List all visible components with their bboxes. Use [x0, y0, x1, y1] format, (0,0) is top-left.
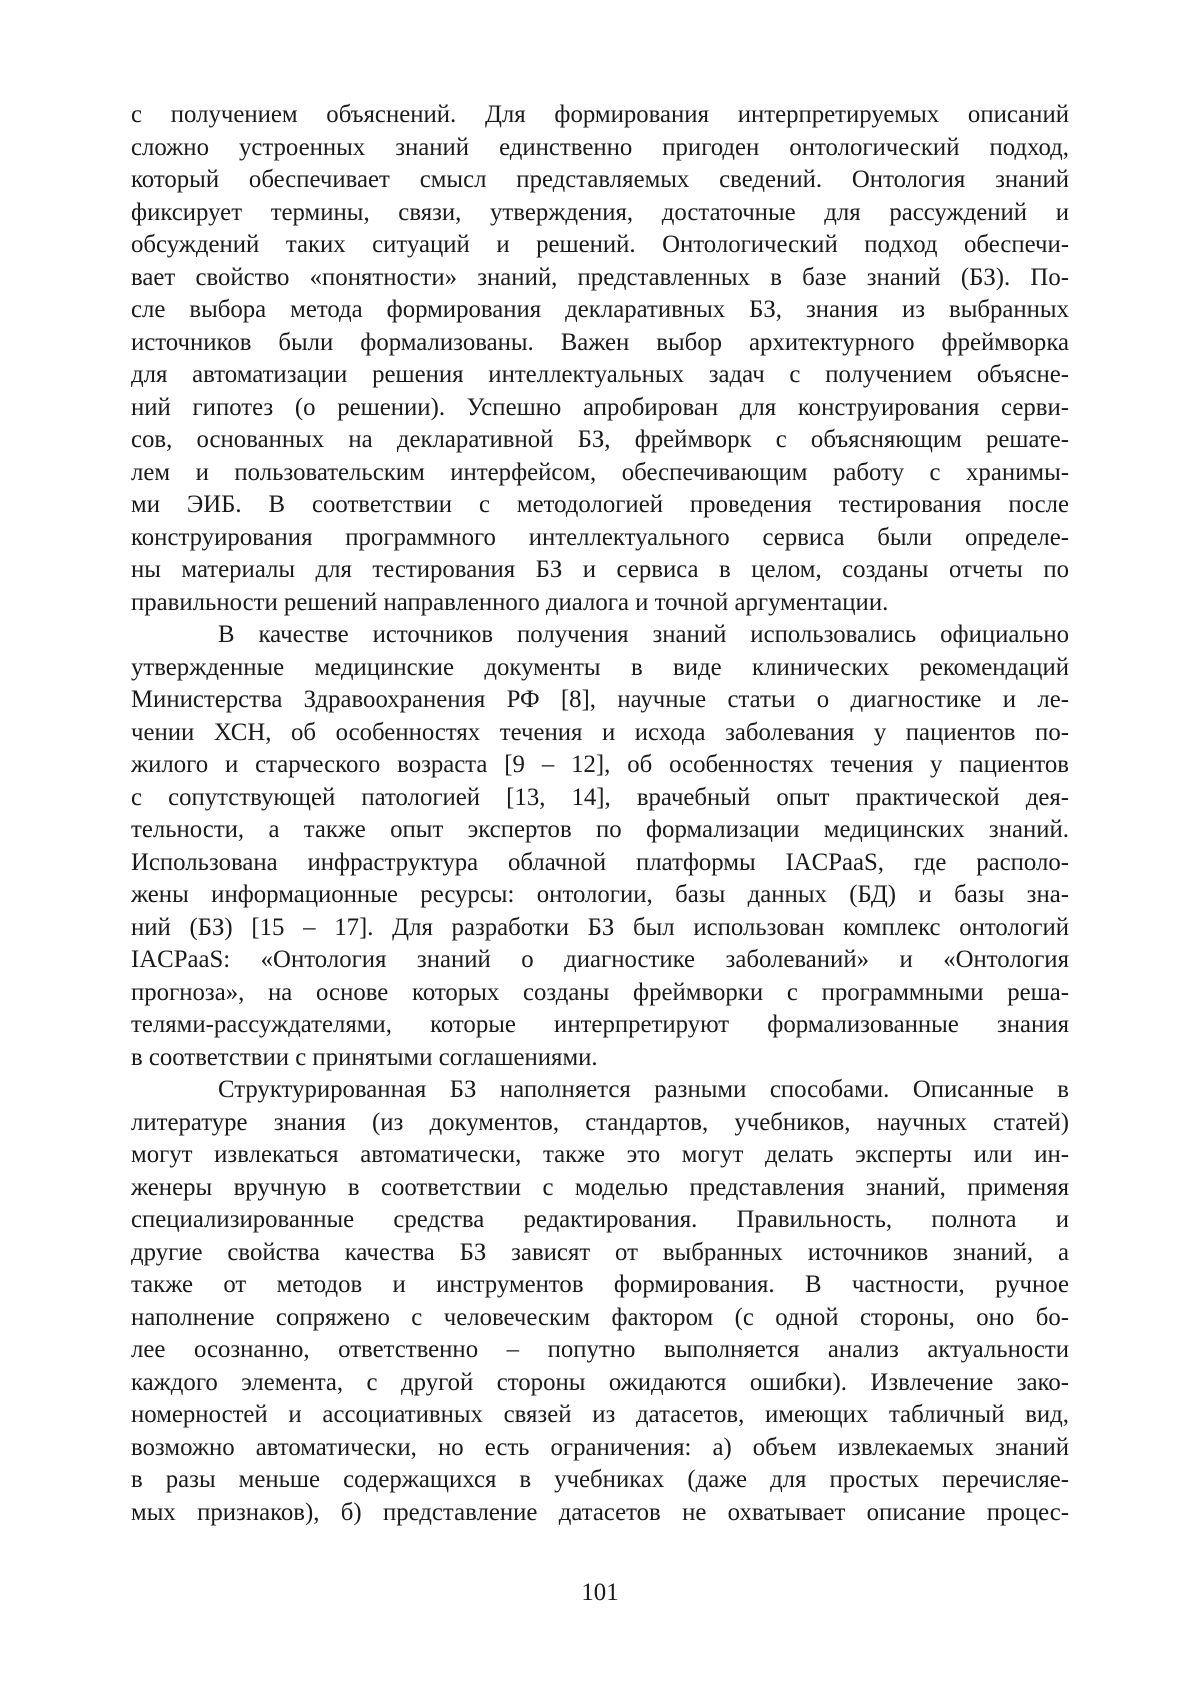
text-line: Министерства Здравоохранения РФ [8], научные статьи о диагностике и ле-: [131, 686, 1069, 713]
text-line: сле выбора метода формирования декларативных БЗ, знания из выбранных: [131, 296, 1069, 323]
text-line: с сопутствующей патологией [13, 14], врачебный опыт практической дея-: [131, 783, 1069, 811]
text-line: утвержденные медицинские документы в виде клинических рекомендаций: [131, 653, 1069, 681]
text-line: жилого и старческого возраста [9 – 12], об особенностях течения у пациентов: [131, 751, 1069, 778]
text-line: номерностей и ассоциативных связей из датасетов, имеющих табличный вид,: [131, 1401, 1069, 1428]
text-line: телями-рассуждателями, которые интерпретируют формализованные знания: [131, 1011, 1069, 1038]
text-line: В качестве источников получения знаний использовались официально: [218, 621, 1069, 648]
text-line: правильности решений направленного диалога и точной аргументации.: [131, 588, 889, 616]
page-number: 101: [581, 1579, 619, 1606]
text-line: лее осознанно, ответственно – попутно выполняется анализ актуальности: [131, 1336, 1069, 1363]
text-line: вает свойство «понятности» знаний, представленных в базе знаний (БЗ). По-: [131, 263, 1069, 291]
text-line: ний (БЗ) [15 – 17]. Для разработки БЗ был использован комплекс онтологий: [131, 913, 1069, 941]
text-line: сложно устроенных знаний единственно пригоден онтологический подход,: [131, 133, 1069, 161]
paragraph: [131, 99, 1069, 619]
text-line: в соответствии с принятыми соглашениями.: [131, 1043, 598, 1071]
text-line: каждого элемента, с другой стороны ожидаются ошибки). Извлечение зако-: [131, 1368, 1069, 1396]
text-line: конструирования программного интеллектуального сервиса были определе-: [131, 523, 1069, 551]
text-line: который обеспечивает смысл представляемых сведений. Онтология знаний: [131, 166, 1069, 193]
text-line: сов, основанных на декларативной БЗ, фреймворк с объясняющим решате-: [131, 426, 1069, 453]
text-line: также от методов и инструментов формирования. В частности, ручное: [131, 1271, 1069, 1298]
text-line: источников были формализованы. Важен выбор архитектурного фреймворка: [131, 328, 1069, 356]
text-line: тельности, а также опыт экспертов по формализации медицинских знаний.: [131, 816, 1069, 843]
text-line: обсуждений таких ситуаций и решений. Онтологический подход обеспечи-: [131, 231, 1069, 258]
text-line: Структурированная БЗ наполняется разными способами. Описанные в: [218, 1076, 1069, 1103]
text-line: IACPaaS: «Онтология знаний о диагностике заболеваний» и «Онтология: [131, 946, 1069, 973]
paragraph: [131, 619, 1069, 1074]
text-line: мых признаков), б) представление датасетов не охватывает описание процес-: [131, 1498, 1069, 1526]
text-line: с получением объяснений. Для формирования интерпретируемых описаний: [131, 101, 1069, 128]
text-line: женеры вручную в соответствии с моделью представления знаний, применяя: [131, 1173, 1069, 1201]
text-line: чении ХСН, об особенностях течения и исхода заболевания у пациентов по-: [131, 718, 1069, 746]
text-line: наполнение сопряжено с человеческим фактором (с одной стороны, оно бо-: [131, 1303, 1069, 1331]
text-line: Использована инфраструктура облачной платформы IACPaaS, где располо-: [131, 848, 1069, 876]
text-line: жены информационные ресурсы: онтологии, базы данных (БД) и базы зна-: [131, 881, 1069, 908]
text-line: могут извлекаться автоматически, также это могут делать эксперты или ин-: [131, 1141, 1069, 1168]
text-line: специализированные средства редактирования. Правильность, полнота и: [131, 1206, 1069, 1233]
paragraph: [131, 1074, 1069, 1529]
text-line: лем и пользовательским интерфейсом, обеспечивающим работу с хранимы-: [131, 458, 1069, 486]
text-line: другие свойства качества БЗ зависят от выбранных источников знаний, а: [131, 1238, 1069, 1266]
text-line: ны материалы для тестирования БЗ и сервиса в целом, созданы отчеты по: [131, 556, 1069, 583]
text-line: ми ЭИБ. В соответствии с методологией проведения тестирования после: [131, 491, 1069, 518]
text-line: возможно автоматически, но есть ограничения: а) объем извлекаемых знаний: [131, 1433, 1069, 1461]
text-line: прогноза», на основе которых созданы фреймворки с программными реша-: [131, 978, 1069, 1006]
body-text: [131, 99, 1069, 1529]
text-line: ний гипотез (о решении). Успешно апробирован для конструирования серви-: [131, 393, 1069, 421]
text-line: для автоматизации решения интеллектуальных задач с получением объясне-: [131, 361, 1069, 388]
text-line: в разы меньше содержащихся в учебниках (даже для простых перечисляе-: [131, 1466, 1069, 1493]
text-line: литературе знания (из документов, стандартов, учебников, научных статей): [131, 1108, 1069, 1136]
text-line: фиксирует термины, связи, утверждения, достаточные для рассуждений и: [131, 198, 1069, 226]
